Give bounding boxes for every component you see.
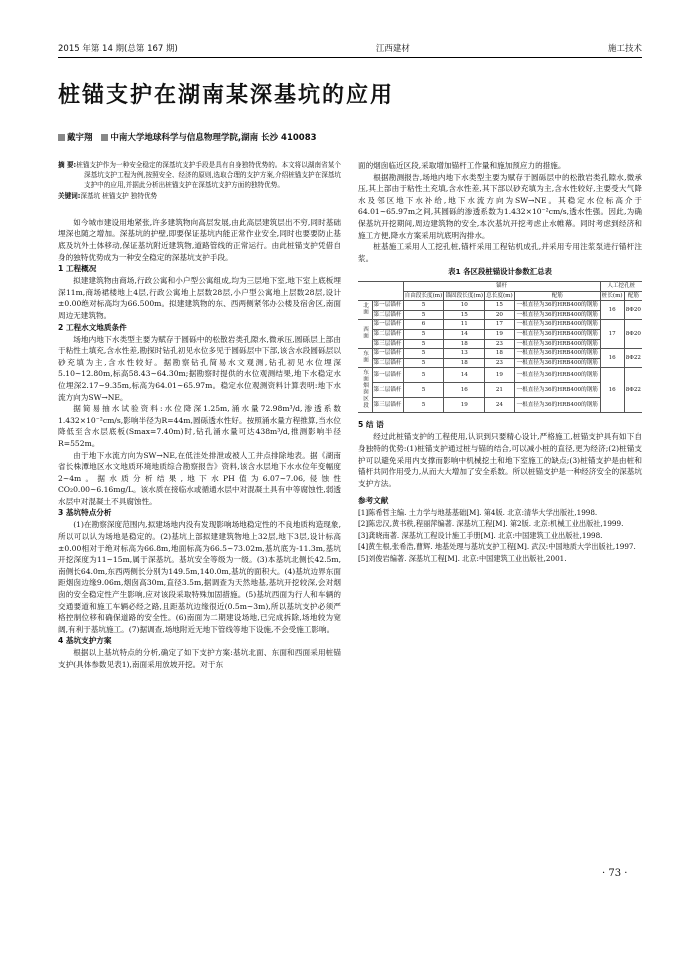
table-row (358, 368, 642, 383)
table-cell: 5 (403, 358, 444, 368)
table-cell: 一根直径为36的HRB400的钢筋 (514, 329, 600, 339)
table-cell: 15 (485, 301, 515, 311)
table-cell: 8Φ20 (624, 301, 642, 320)
table-cell: 23 (485, 358, 515, 368)
table-cell: 第一层锚杆 (372, 349, 403, 359)
table-row (358, 358, 642, 368)
table-cell: 16 (600, 349, 624, 368)
table-row (358, 320, 642, 330)
table-corner (358, 281, 403, 300)
group-label: 东面 (362, 350, 369, 364)
section-heading: 4 基坑支护方案 (58, 636, 112, 646)
table-cell (358, 301, 372, 320)
table-cell: 5 (403, 329, 444, 339)
intro-paragraph: 如今城市建设用地紧张,许多建筑物向高层发展,由此高层建筑层出不穷,同时基础埋深也随之增加。深基坑的护壁,即要保证基坑内能正常作业安全,同时也要要防止基底及坑外土体移动,保证基坑附近建筑物,道路管线的正常运行。由此桩锚支护凭借自身的独特优势成为一种安全稳定的深基坑支护手段。 (58, 217, 341, 262)
header-journal: 江西建材 (375, 44, 410, 54)
table-cell: 14 (444, 368, 485, 383)
table-header: 配筋 (624, 291, 642, 301)
table-cell: 14 (444, 329, 485, 339)
table-cell (358, 349, 372, 368)
section-heading: 5 结 语 (358, 420, 384, 430)
table-cell: 5 (403, 349, 444, 359)
table-cell: 20 (485, 310, 515, 320)
table-cell: 8Φ22 (624, 368, 642, 413)
abstract-label: 摘 要: (58, 161, 77, 169)
design-parameter-table (358, 281, 642, 414)
table-header: 自由段长度(m) (403, 291, 444, 301)
table-header: 配筋 (514, 291, 600, 301)
table-body (358, 301, 642, 413)
table-cell: 5 (403, 383, 444, 398)
table-cell (358, 320, 372, 349)
keywords-text: 深基坑 桩锚支护 独特优势 (80, 191, 158, 200)
table-row (358, 349, 642, 359)
reference-item: [3]龚晓南著. 深基坑工程设计施工手册[M]. 北京:中国建筑工业出版社,1998. (358, 530, 603, 540)
table-cell: 8Φ20 (624, 320, 642, 349)
table-cell: 19 (485, 329, 515, 339)
table-row (358, 301, 642, 311)
section-paragraph: 据简易抽水试验资料:水位降深1.25m,涌水量72.98m³/d,渗透系数1.432×10⁻²cm/s,影响半径为R=44m,圆砾透水性好。按照涌水量方程推算,当水位降低至含水层底板(Smax=7.40m)时,钻孔涌水量可达438m³/d,推测影响半径R=552m。 (58, 404, 341, 448)
table-cell: 一根直径为36的HRB400的钢筋 (514, 310, 600, 320)
authors-line (58, 131, 317, 143)
table-cell: 6 (403, 320, 444, 330)
table-row (358, 329, 642, 339)
header-section: 施工技术 (607, 44, 642, 54)
right-column (358, 160, 642, 564)
table-cell: 5 (403, 339, 444, 349)
reference-item: [1]陈希哲主编. 土力学与地基基础[M]. 第4版. 北京:清华大学出版社,1998. (358, 508, 598, 518)
references-heading: 参考文献 (358, 496, 389, 506)
references-list (358, 507, 642, 564)
table-row (358, 383, 642, 398)
table-cell: 18 (444, 358, 485, 368)
table-cell: 13 (444, 349, 485, 359)
table-cell: 第一层锚杆 (372, 368, 403, 383)
table-cell: 一根直径为36的HRB400的钢筋 (514, 339, 600, 349)
table-cell: 一根直径为36的HRB400的钢筋 (514, 358, 600, 368)
table-cell: 5 (403, 398, 444, 413)
table-row (358, 398, 642, 413)
keywords (58, 191, 341, 201)
keywords-label: 关键词: (58, 191, 81, 200)
section-paragraph: 根据以上基坑特点的分析,确定了如下支护方案:基坑北面、东面和西面采用桩锚支护(具体参数见表1),南面采用放坡开挖。对于东 (58, 648, 341, 669)
table-cell: 16 (600, 368, 624, 413)
page-title: 桩锚支护在湖南某深基坑的应用 (58, 83, 395, 108)
table-cell: 23 (485, 339, 515, 349)
table-cell: 19 (485, 368, 515, 383)
table-cell: 10 (444, 301, 485, 311)
group-label: 西面 (362, 326, 369, 340)
table-row (358, 339, 642, 349)
abstract-text: 桩锚支护作为一种安全稳定的深基坑支护手段是具有自身独特优势的。本文将以湖南省某个深基坑支护工程为例,按照安全、经济的原则,选取合理的支护方案,介绍桩锚支护在深基坑支护中的应用,并据此分析出桩锚支护在深基坑支护方面的独特优势。 (76, 161, 341, 190)
table-cell: 第三层锚杆 (372, 339, 403, 349)
table-cell: 16 (444, 383, 485, 398)
left-column (58, 160, 341, 671)
table-cell: 一根直径为36的HRB400的钢筋 (514, 398, 600, 413)
table-cell: 16 (600, 301, 624, 320)
group-label: 东面烟囱区段 (362, 369, 369, 409)
page-number: · 73 · (602, 868, 628, 879)
table-caption: 表1 各区段桩锚设计参数汇总表 (448, 267, 552, 277)
table-cell: 5 (403, 368, 444, 383)
table-cell: 5 (403, 301, 444, 311)
section-paragraph: 根据勘测报告,场地内地下水类型主要为赋存于圆砾层中的松散岩类孔隙水,微承压,其上部由于粘性土充填,含水性差,其下部以砂充填为主,含水性较好,主要受大气降水及邻区地下水补给,地下水流方向为SW→NE。其稳定水位标高介于64.01~65.97m之间,其圆砾的渗透系数为1.432×10⁻²cm/s,透水性强。因此,为确保基坑开挖期间,周边建筑物的安全,本次基坑开挖考虑止水帷幕。同时考虑到经济和施工方便,降水方案采用坑底明沟排水。 (358, 172, 642, 240)
table-cell: 11 (444, 320, 485, 330)
reference-item: [5]刘俊岩编著. 深基坑工程[M]. 北京:中国建筑工业出版社,2001. (358, 553, 567, 563)
table-cell: 一根直径为36的HRB400的钢筋 (514, 383, 600, 398)
table-cell: 一根直径为36的HRB400的钢筋 (514, 368, 600, 383)
table-header: 总长度(m) (485, 291, 515, 301)
table-cell: 一根直径为36的HRB400的钢筋 (514, 320, 600, 330)
square-bullet-icon (101, 134, 108, 141)
table-cell: 15 (444, 310, 485, 320)
section-heading: 2 工程水文地质条件 (58, 322, 127, 332)
table-cell: 18 (485, 349, 515, 359)
table-cell: 24 (485, 398, 515, 413)
table-cell: 21 (485, 383, 515, 398)
section-heading: 1 工程概况 (58, 264, 97, 274)
table-cell: 第三层锚杆 (372, 398, 403, 413)
section-paragraph: 场地内地下水类型主要为赋存于圆砾中的松散岩类孔隙水,微承压,圆砾层上部由于粘性土填充,含水性差,勘探时钻孔初见水位多见于圆砾层中下部,该含水段圆砾层以砂充填为主,含水性较好。据勘察钻孔简易水文观测,钻孔初见水位埋深5.10~12.80m,标高58.43~64.30m;据勘察时提供的水位观测结果,地下水稳定水位埋深2.17~9.35m,标高为64.01~65.97m。稳定水位观测资料计算表明:地下水流方向为SW→NE。 (58, 334, 341, 402)
group-label: 北面 (362, 302, 369, 316)
author-affiliation: 中南大学地球科学与信息物理学院,湖南 长沙 410083 (110, 133, 317, 143)
section-paragraph: (1)在勘察深度范围内,拟建场地内没有发现影响场地稳定性的不良地质构造现象,所以可以认为场地是稳定的。(2)基坑上部拟建建筑物地上32层,地下3层,设计标高±0.00相对于绝对标高为66.8m,地面标高为66.5~73.02m,基坑底为-11.3m,基坑开挖深度为11~15m,属于深基坑。基坑安全等级为一级。(3)本基坑北侧长42.5m,南侧长64.0m,东西两侧长分别为149.5m,140.0m,基坑的面积大。(4)基坑边界东面距烟囱边缘9.06m,烟囱高30m,直径3.5m,据调查为天然地基,基坑开挖较深,会对烟囱的安全稳定性产生影响,应对该段采取特殊加固措施。(5)基坑西面为行人和车辆的交通要道和施工车辆必经之路,且距基坑边缘很近(0.5m~3m),所以基坑支护必须严格控制位移和确保道路的安全性。(6)南面为二期建设场地,已完成拆除,场地较为宽阔,有利于基坑施工。(7)据调查,场地附近无地下管线等地下设施,不会受施工影响。 (58, 520, 341, 634)
reference-item: [4]黄生根,张希浩,曹辉. 地基处理与基坑支护工程[M]. 武汉:中国地质大学出版社,1997. (358, 542, 636, 552)
table-cell: 第一层锚杆 (372, 320, 403, 330)
table-header: 锚固段长度(m) (444, 291, 485, 301)
table-cell: 第一层锚杆 (372, 301, 403, 311)
table-cell: 第二层锚杆 (372, 358, 403, 368)
table-cell: 19 (444, 398, 485, 413)
running-header (58, 40, 642, 54)
table-cell (358, 368, 372, 413)
section-paragraph: 桩基施工采用人工挖孔桩,锚杆采用工程钻机成孔,并采用专用注浆泵进行锚杆注浆。 (358, 242, 642, 263)
section-paragraph: 面的烟囱临近区段,采取增加锚杆工作量和施加预应力的措施。 (358, 161, 566, 170)
reference-item: [2]陈忠汉,黄书秩,程丽萍编著. 深基坑工程[M]. 第2版. 北京:机械工业出版社,1999. (358, 519, 624, 529)
header-issue: 2015 年第 14 期(总第 167 期) (58, 44, 178, 54)
table-cell: 5 (403, 310, 444, 320)
table-row (358, 310, 642, 320)
header-rule (58, 57, 642, 58)
table-cell: 第二层锚杆 (372, 383, 403, 398)
author-name: 戴宇翔 (67, 133, 93, 143)
section-paragraph: 由于地下水流方向为SW→NE,在低洼处排泄或被人工井点排除地表。据《湖南省长株潭地区水文地质环境地质综合勘察报告》资料,该含水层地下水水位年变幅度2~4m。据水质分析结果,地下水PH值为6.07~7.06,侵蚀性CO₂0.00~6.16mg/L。该水质在接临水或循通水层中对混凝土具有中等腐蚀性,弱透水层中对混凝土不具腐蚀性。 (58, 450, 341, 506)
table-cell: 第二层锚杆 (372, 310, 403, 320)
table-cell: 17 (485, 320, 515, 330)
table-cell: 一根直径为36的HRB400的钢筋 (514, 349, 600, 359)
table-header: 锚杆 (403, 281, 600, 291)
table-cell: 17 (600, 320, 624, 349)
section-paragraph: 拟建建筑物由商场,行政公寓和小户型公寓组成,均为三层地下室,地下室上底板埋深11m,商场裙楼地上4层,行政公寓地上层数28层,小户型公寓地上层数28层,设计±0.00绝对标高均为66.500m。拟建建筑物的东、西两侧紧邻办公楼及宿舍区,南面周边无建筑物。 (58, 276, 341, 320)
abstract (58, 160, 341, 191)
section-heading: 3 基坑特点分析 (58, 508, 112, 518)
section-paragraph: 经过此桩锚支护的工程使用,认识到只要精心设计,严格施工,桩锚支护具有如下自身独特的优势:(1)桩锚支护通过桩与锚的结合,可以减小桩的直径,更为经济;(2)桩锚支护可以避免采用内支撑而影响中机械挖土和地下室施工的缺点;(3)桩锚支护是由桩和锚杆共同作用受力,从而大大增加了安全系数。所以桩锚支护是一种经济安全的深基坑支护方法。 (358, 432, 642, 488)
table-header: 人工挖孔桩 (600, 281, 642, 291)
table-header: 桩长(m) (600, 291, 624, 301)
square-bullet-icon (58, 134, 65, 141)
table-cell: 8Φ22 (624, 349, 642, 368)
table-cell: 第二层锚杆 (372, 329, 403, 339)
table-cell: 一根直径为36的HRB400的钢筋 (514, 301, 600, 311)
table-cell: 18 (444, 339, 485, 349)
